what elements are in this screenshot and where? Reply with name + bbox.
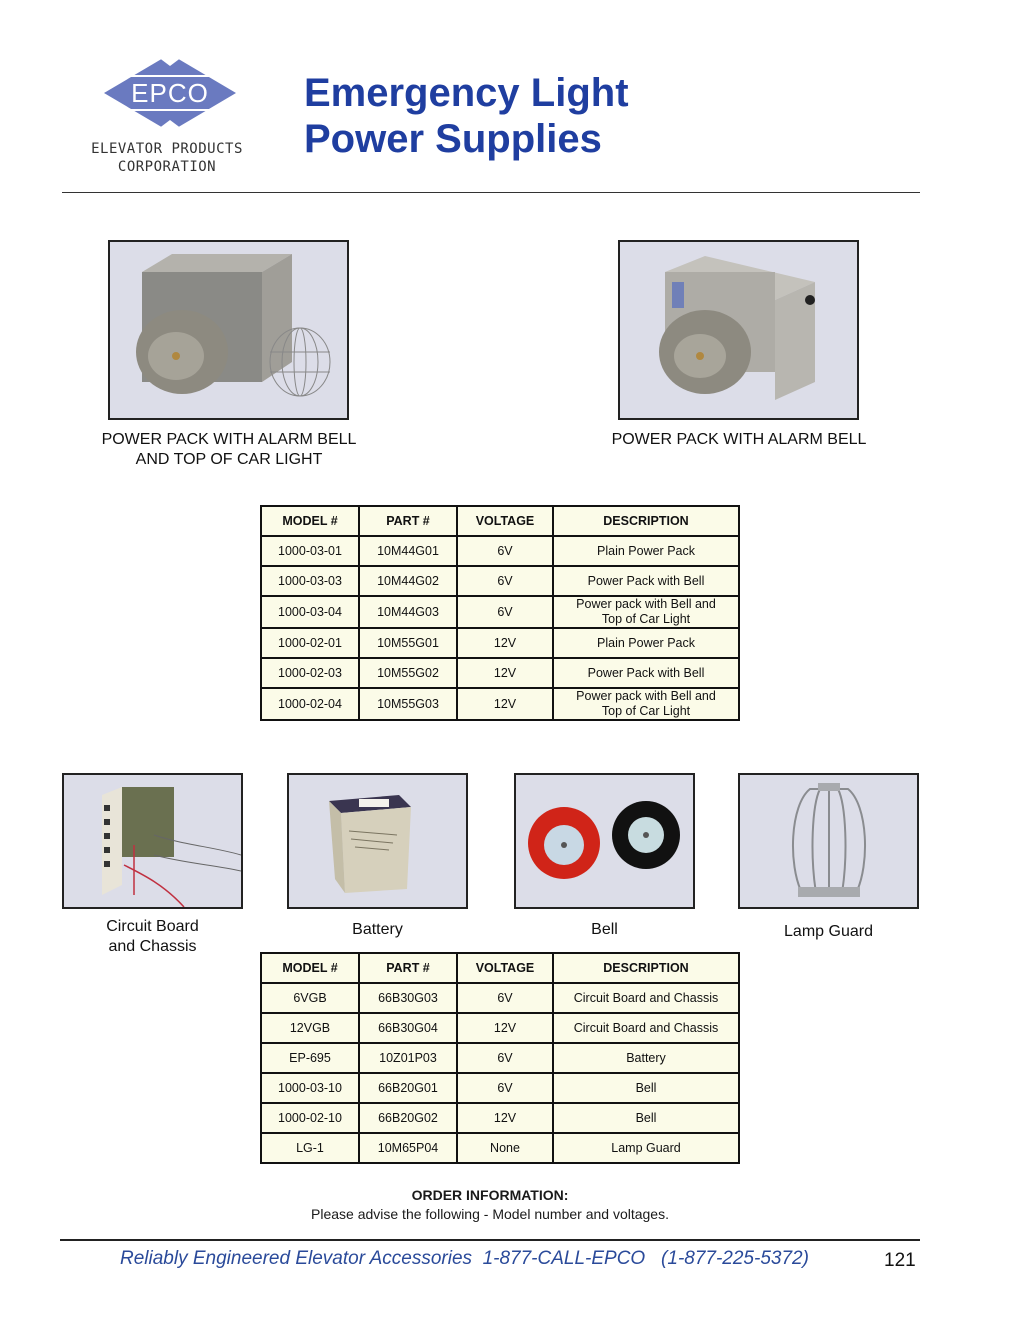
cell-voltage: 6V xyxy=(457,596,553,628)
svg-text:EPCO: EPCO xyxy=(131,78,209,108)
header-model: MODEL # xyxy=(261,953,359,983)
cell-model: 1000-03-04 xyxy=(261,596,359,628)
component-image-circuit-board xyxy=(62,773,243,909)
table-row xyxy=(261,658,739,688)
header-model: MODEL # xyxy=(261,506,359,536)
table-row xyxy=(261,596,739,628)
footer-divider xyxy=(60,1239,920,1241)
cell-model: 1000-03-10 xyxy=(261,1073,359,1103)
cell-description: Circuit Board and Chassis xyxy=(553,1013,739,1043)
cell-voltage: 6V xyxy=(457,536,553,566)
cell-description: Bell xyxy=(553,1103,739,1133)
cell-part: 10M44G01 xyxy=(359,536,457,566)
cell-voltage: 6V xyxy=(457,566,553,596)
cell-part: 66B30G03 xyxy=(359,983,457,1013)
table-row xyxy=(261,1073,739,1103)
power-pack-table xyxy=(260,505,740,721)
table-row xyxy=(261,1043,739,1073)
components-table xyxy=(260,952,740,1164)
cell-description: Power Pack with Bell xyxy=(553,566,739,596)
cell-description: Power Pack with Bell xyxy=(553,658,739,688)
component-image-lamp-guard xyxy=(738,773,919,909)
cell-voltage: 12V xyxy=(457,1013,553,1043)
cell-model: 1000-02-03 xyxy=(261,658,359,688)
cell-description: Power pack with Bell and Top of Car Light xyxy=(553,688,739,720)
header-voltage: VOLTAGE xyxy=(457,506,553,536)
order-title: ORDER INFORMATION: xyxy=(411,1187,569,1203)
cell-voltage: 6V xyxy=(457,983,553,1013)
component-caption-bell: Bell xyxy=(591,921,618,938)
table-header-row xyxy=(261,506,739,536)
header-description: DESCRIPTION xyxy=(553,506,739,536)
product-image-power-pack-bell xyxy=(618,240,859,420)
cell-voltage: 12V xyxy=(457,1103,553,1133)
cell-description: Plain Power Pack xyxy=(553,536,739,566)
cell-description: Lamp Guard xyxy=(553,1133,739,1163)
product-caption-power-pack-bell: POWER PACK WITH ALARM BELL xyxy=(611,431,867,448)
logo-line-2: CORPORATION xyxy=(117,159,217,175)
product-image-power-pack-bell-light xyxy=(108,240,349,420)
table-row xyxy=(261,1103,739,1133)
cell-model: 1000-03-01 xyxy=(261,536,359,566)
component-caption-battery: Battery xyxy=(352,921,403,938)
cell-description: Battery xyxy=(553,1043,739,1073)
page-title: Emergency Light Power Supplies xyxy=(304,71,629,161)
epco-logo xyxy=(62,52,272,182)
table-row xyxy=(261,688,739,720)
order-text: Please advise the following - Model number and voltages. xyxy=(311,1206,669,1222)
cell-part: 10Z01P03 xyxy=(359,1043,457,1073)
table-row xyxy=(261,1133,739,1163)
header-description: DESCRIPTION xyxy=(553,953,739,983)
cell-part: 10M44G02 xyxy=(359,566,457,596)
cell-part: 10M55G01 xyxy=(359,628,457,658)
cell-voltage: 12V xyxy=(457,628,553,658)
logo-line-1: ELEVATOR PRODUCTS xyxy=(91,141,243,157)
header-divider xyxy=(62,192,920,193)
footer-tagline: Reliably Engineered Elevator Accessories 1-877-CALL-EPCO (1-877-225-5372) xyxy=(120,1248,809,1269)
header-part: PART # xyxy=(359,953,457,983)
cell-model: 1000-02-10 xyxy=(261,1103,359,1133)
cell-description: Power pack with Bell and Top of Car Light xyxy=(553,596,739,628)
component-image-bells xyxy=(514,773,695,909)
cell-model: 6VGB xyxy=(261,983,359,1013)
cell-voltage: None xyxy=(457,1133,553,1163)
table-row xyxy=(261,566,739,596)
table-row xyxy=(261,536,739,566)
cell-model: 1000-03-03 xyxy=(261,566,359,596)
cell-model: 12VGB xyxy=(261,1013,359,1043)
cell-description: Circuit Board and Chassis xyxy=(553,983,739,1013)
header-part: PART # xyxy=(359,506,457,536)
cell-model: LG-1 xyxy=(261,1133,359,1163)
component-caption-circuit-board: Circuit Board and Chassis xyxy=(106,918,199,955)
table-row xyxy=(261,628,739,658)
cell-description: Bell xyxy=(553,1073,739,1103)
epco-diamond-icon xyxy=(102,52,238,134)
cell-part: 66B20G02 xyxy=(359,1103,457,1133)
order-information xyxy=(260,1186,720,1224)
cell-part: 66B20G01 xyxy=(359,1073,457,1103)
header-voltage: VOLTAGE xyxy=(457,953,553,983)
cell-part: 10M55G03 xyxy=(359,688,457,720)
table-header-row xyxy=(261,953,739,983)
cell-model: EP-695 xyxy=(261,1043,359,1073)
cell-voltage: 6V xyxy=(457,1043,553,1073)
cell-part: 10M65P04 xyxy=(359,1133,457,1163)
product-caption-power-pack-bell-light: POWER PACK WITH ALARM BELL AND TOP OF CAR LIGHT xyxy=(101,431,357,468)
cell-part: 10M55G02 xyxy=(359,658,457,688)
component-caption-lamp-guard: Lamp Guard xyxy=(784,923,873,940)
table-row xyxy=(261,1013,739,1043)
table-row xyxy=(261,983,739,1013)
cell-voltage: 6V xyxy=(457,1073,553,1103)
page-number: 121 xyxy=(884,1250,916,1271)
cell-voltage: 12V xyxy=(457,688,553,720)
cell-description: Plain Power Pack xyxy=(553,628,739,658)
cell-part: 66B30G04 xyxy=(359,1013,457,1043)
cell-model: 1000-02-01 xyxy=(261,628,359,658)
cell-model: 1000-02-04 xyxy=(261,688,359,720)
cell-voltage: 12V xyxy=(457,658,553,688)
component-image-battery xyxy=(287,773,468,909)
cell-part: 10M44G03 xyxy=(359,596,457,628)
